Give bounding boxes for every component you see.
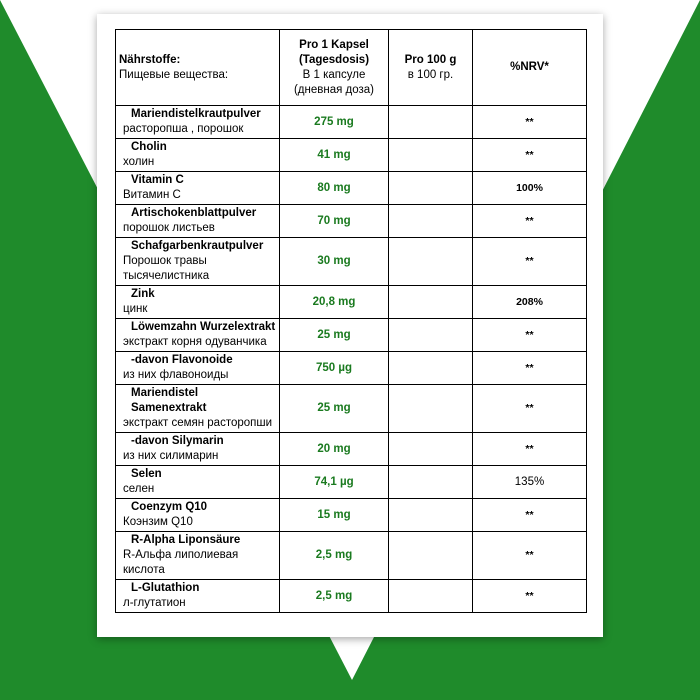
header-per-capsule — [280, 30, 389, 106]
table-row — [116, 319, 587, 352]
header-nutrients-ru: Пищевые вещества: — [119, 68, 229, 81]
table-row — [116, 172, 587, 205]
table-row — [116, 352, 587, 385]
nrv-value: ** — [473, 205, 587, 238]
table-row — [116, 139, 587, 172]
table-row — [116, 286, 587, 319]
nutrient-name-cell — [116, 319, 280, 352]
header-nutrients-de: Nährstoffe: — [119, 53, 181, 66]
per-100g-cell — [389, 286, 473, 319]
nutrient-name-de: Selen — [131, 468, 162, 480]
per-100g-cell — [389, 499, 473, 532]
table-row — [116, 580, 587, 613]
per-100g-cell — [389, 532, 473, 580]
header-nutrients — [116, 30, 280, 106]
table-row — [116, 499, 587, 532]
nutrient-name-de: Coenzym Q10 — [131, 501, 208, 513]
nutrient-name-de: R-Alpha Liponsäure — [131, 534, 241, 546]
nutrient-name-ru: экстракт корня одуванчика — [123, 336, 267, 348]
per-100g-cell — [389, 319, 473, 352]
nutrient-name-de: -davon Silymarin — [131, 435, 224, 447]
nutrient-name-de: Cholin — [131, 141, 167, 153]
table-row — [116, 205, 587, 238]
nutrient-name-ru: Порошок травы тысячелистника — [123, 255, 210, 282]
nrv-value: ** — [473, 238, 587, 286]
dose-per-capsule: 20 mg — [280, 433, 389, 466]
nutrient-name-de: Zink — [131, 288, 155, 300]
per-100g-cell — [389, 385, 473, 433]
table-row — [116, 433, 587, 466]
nutrient-name-cell — [116, 580, 280, 613]
table-row — [116, 238, 587, 286]
nutrient-name-de: Mariendistel Samenextrakt — [131, 387, 207, 414]
table-row — [116, 106, 587, 139]
per-100g-cell — [389, 106, 473, 139]
nutrient-name-de: L-Glutathion — [131, 582, 200, 594]
table-row — [116, 466, 587, 499]
nutrient-name-cell — [116, 205, 280, 238]
nutrient-name-cell — [116, 352, 280, 385]
dose-per-capsule: 15 mg — [280, 499, 389, 532]
nutrient-name-ru: Витамин С — [123, 189, 181, 201]
nrv-value: ** — [473, 499, 587, 532]
nutrient-name-cell — [116, 466, 280, 499]
header-per-capsule-line4: (дневная доза) — [293, 83, 375, 96]
per-100g-cell — [389, 433, 473, 466]
per-100g-cell — [389, 352, 473, 385]
nrv-value: 100% — [473, 172, 587, 205]
nutrient-name-ru: порошок листьев — [123, 222, 215, 234]
nrv-value: ** — [473, 385, 587, 433]
per-100g-cell — [389, 205, 473, 238]
header-per-capsule-line2: (Tagesdosis) — [298, 53, 370, 66]
table-body — [116, 106, 587, 613]
nutrient-name-de: Mariendistelkrautpulver — [131, 108, 261, 120]
dose-per-capsule: 275 mg — [280, 106, 389, 139]
nrv-value: ** — [473, 319, 587, 352]
header-per-capsule-line1: Pro 1 Kapsel — [299, 38, 369, 51]
nutrient-name-ru: Коэнзим Q10 — [123, 516, 193, 528]
nutrition-sheet — [97, 14, 603, 637]
dose-per-capsule: 41 mg — [280, 139, 389, 172]
per-100g-cell — [389, 580, 473, 613]
nutrient-name-cell — [116, 172, 280, 205]
per-100g-cell — [389, 139, 473, 172]
nutrient-name-cell — [116, 139, 280, 172]
nutrient-name-ru: селен — [123, 483, 155, 495]
header-per-100g — [389, 30, 473, 106]
nrv-value: ** — [473, 532, 587, 580]
nutrient-name-ru: расторопша , порошок — [123, 123, 244, 135]
nutrient-name-de: Vitamin C — [131, 174, 184, 186]
nutrient-name-ru: цинк — [123, 303, 148, 315]
nrv-value: ** — [473, 139, 587, 172]
dose-per-capsule: 750 µg — [280, 352, 389, 385]
per-100g-cell — [389, 238, 473, 286]
nutrient-name-de: Schafgarbenkrautpulver — [131, 240, 264, 252]
per-100g-cell — [389, 172, 473, 205]
nutrient-name-cell — [116, 433, 280, 466]
header-per-100g-line1: Pro 100 g — [404, 53, 457, 66]
dose-per-capsule: 2,5 mg — [280, 532, 389, 580]
nutrient-name-cell — [116, 532, 280, 580]
nrv-value: 135% — [473, 466, 587, 499]
table-row — [116, 385, 587, 433]
nutrient-name-de: Löwemzahn Wurzelextrakt — [131, 321, 276, 333]
dose-per-capsule: 80 mg — [280, 172, 389, 205]
table-row — [116, 532, 587, 580]
nrv-value: ** — [473, 352, 587, 385]
nutrient-name-ru: л-глутатион — [123, 597, 186, 609]
nutrient-name-de: Artischokenblattpulver — [131, 207, 257, 219]
nutrient-name-ru: холин — [123, 156, 155, 168]
nrv-value: ** — [473, 106, 587, 139]
nutrient-name-cell — [116, 286, 280, 319]
nutrient-name-cell — [116, 238, 280, 286]
header-per-capsule-line3: В 1 капсуле — [302, 68, 366, 81]
header-nrv: %NRV* — [473, 30, 587, 106]
dose-per-capsule: 20,8 mg — [280, 286, 389, 319]
nutrient-name-cell — [116, 106, 280, 139]
nutrient-name-cell — [116, 499, 280, 532]
nutrition-table — [115, 29, 587, 613]
nrv-value: 208% — [473, 286, 587, 319]
dose-per-capsule: 25 mg — [280, 385, 389, 433]
nutrient-name-ru: из них силимарин — [123, 450, 219, 462]
nrv-value: ** — [473, 580, 587, 613]
dose-per-capsule: 30 mg — [280, 238, 389, 286]
dose-per-capsule: 70 mg — [280, 205, 389, 238]
dose-per-capsule: 25 mg — [280, 319, 389, 352]
dose-per-capsule: 74,1 µg — [280, 466, 389, 499]
nutrient-name-cell — [116, 385, 280, 433]
nutrient-name-ru: R-Альфа липолиевая кислота — [123, 549, 239, 576]
per-100g-cell — [389, 466, 473, 499]
dose-per-capsule: 2,5 mg — [280, 580, 389, 613]
nutrient-name-ru: из них флавоноиды — [123, 369, 229, 381]
nutrient-name-de: -davon Flavonoide — [131, 354, 233, 366]
table-header-row — [116, 30, 587, 106]
nrv-value: ** — [473, 433, 587, 466]
header-per-100g-line2: в 100 гр. — [407, 68, 454, 81]
nutrient-name-ru: экстракт семян расторопши — [123, 417, 273, 429]
